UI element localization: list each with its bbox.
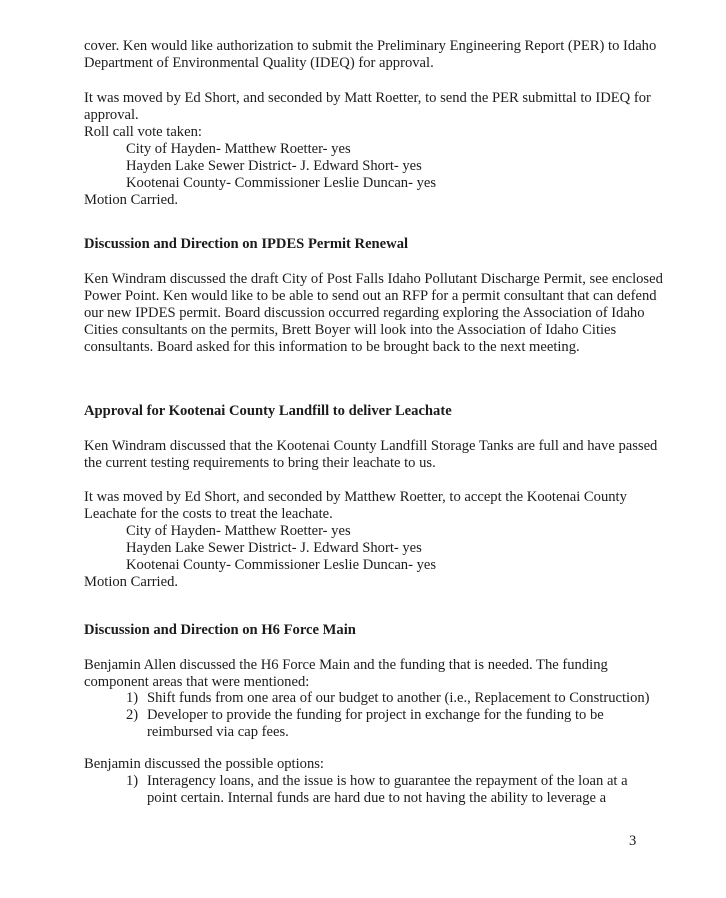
landfill-motion-text: It was moved by Ed Short, and seconded by Matthew Roetter, to accept the Kootenai County Leachate for the costs to treat the leachate. [84,489,627,522]
vote-line: Hayden Lake Sewer District- J. Edward Short- yes [126,158,422,174]
landfill-paragraph: Ken Windram discussed that the Kootenai County Landfill Storage Tanks are full and have passed the current testing requirements to bring their leachate to us. [84,438,658,471]
intro-paragraph: cover. Ken would like authorization to submit the Preliminary Engineering Report (PER) to Idaho Department of Environmental Quality (IDEQ) for approval. [84,38,657,71]
list-item-number: 1) [126,773,139,789]
options-intro: Benjamin discussed the possible options: [84,756,324,772]
roll-call-label: Roll call vote taken: [84,124,202,140]
motion-result: Motion Carried. [84,574,179,590]
list-item-text: Developer to provide the funding for project in exchange for the funding to be reimbursed via cap fees. [147,707,604,740]
vote-line: City of Hayden- Matthew Roetter- yes [126,523,351,539]
vote-line: Hayden Lake Sewer District- J. Edward Short- yes [126,540,422,556]
page-number: 3 [629,833,637,849]
vote-line: City of Hayden- Matthew Roetter- yes [126,141,351,157]
vote-line: Kootenai County- Commissioner Leslie Duncan- yes [126,175,437,191]
list-item-text: Shift funds from one area of our budget to another (i.e., Replacement to Construction) [147,690,650,706]
section-heading-h6: Discussion and Direction on H6 Force Main [84,622,356,638]
section-heading-landfill: Approval for Kootenai County Landfill to deliver Leachate [84,403,452,419]
vote-line: Kootenai County- Commissioner Leslie Duncan- yes [126,557,437,573]
section-heading-ipdes: Discussion and Direction on IPDES Permit Renewal [84,236,409,252]
h6-paragraph: Benjamin Allen discussed the H6 Force Main and the funding that is needed. The funding component areas that were mentioned: [84,657,608,690]
per-motion-text: It was moved by Ed Short, and seconded by Matt Roetter, to send the PER submittal to IDEQ for approval. [84,90,651,123]
list-item-number: 1) [126,690,139,706]
motion-result: Motion Carried. [84,192,179,208]
list-item-number: 2) [126,707,139,723]
list-item-text: Interagency loans, and the issue is how to guarantee the repayment of the loan at a point certain. Internal funds are hard due to not having the ability to leverage a [147,773,628,806]
ipdes-paragraph: Ken Windram discussed the draft City of Post Falls Idaho Pollutant Discharge Permit, see enclosed Power Point. Ken would like to be able to send out an RFP for a permit consultant that can defend our new IPDES permit. Board discussion occurred regarding exploring the Association of Idaho Cities consultants on the permits, Brett Boyer will look into the Association of Idaho Cities consultants. Board asked for this information to be brought back to the next meeting. [84,271,663,355]
